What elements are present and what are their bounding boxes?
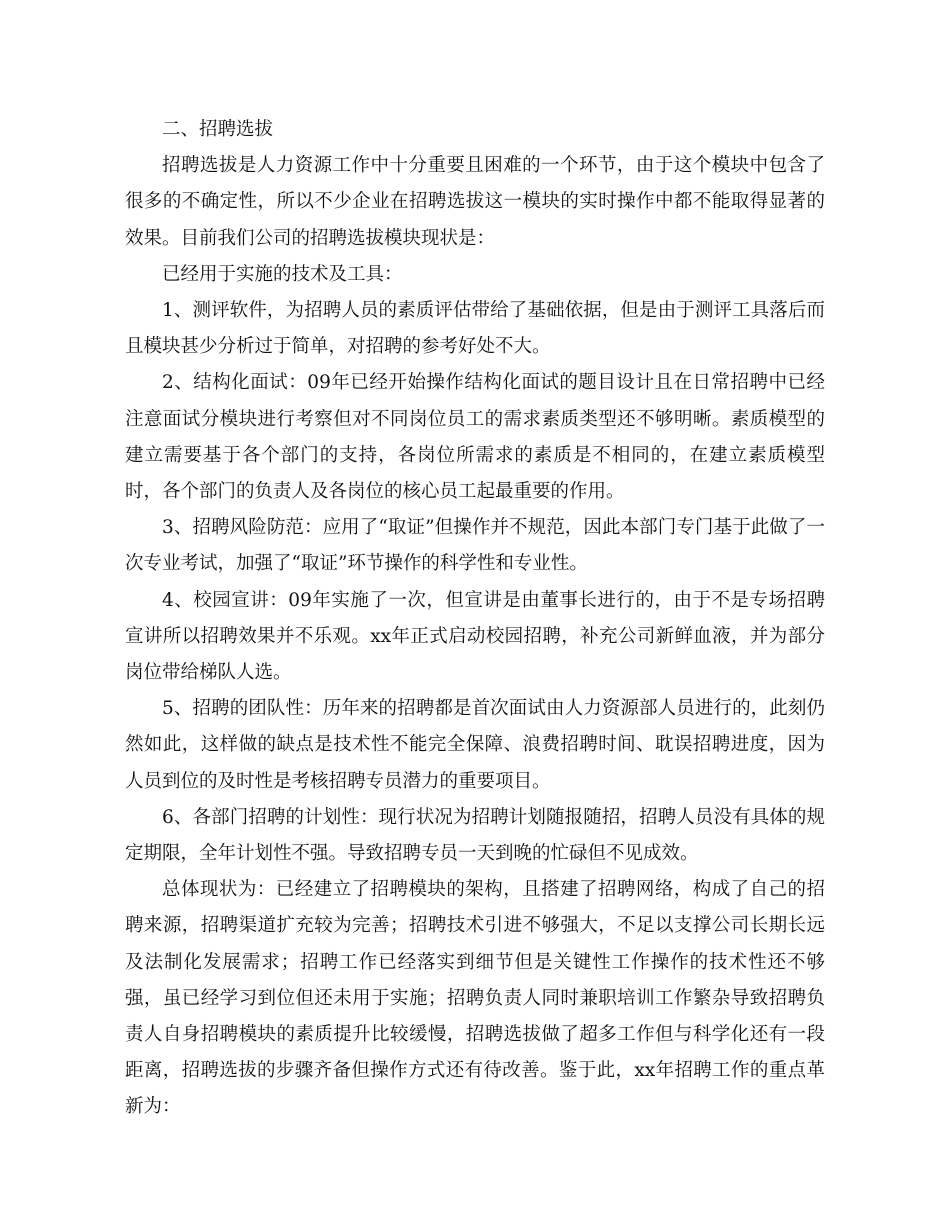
paragraph-item-1: 1、测评软件，为招聘人员的素质评估带给了基础依据，但是由于测评工具落后而且模块甚少分析过于简单，对招聘的参考好处不大。 — [125, 300, 825, 358]
paragraph-item-5: 5、招聘的团队性：历年来的招聘都是首次面试由人力资源部人员进行的，此刻仍然如此，这样做的缺点是技术性不能完全保障、浪费招聘时间、耽误招聘进度，因为人员到位的及时性是考核招聘专员潜力的重要项目。 — [125, 698, 825, 792]
paragraph-item-4: 4、校园宣讲：09年实施了一次，但宣讲是由董事长进行的，由于不是专场招聘宣讲所以招聘效果并不乐观。xx年正式启动校园招聘，补充公司新鲜血液，并为部分岗位带给梯队人选。 — [125, 589, 825, 684]
paragraph-item-2: 2、结构化面试：09年已经开始操作结构化面试的题目设计且在日常招聘中已经注意面试分模块进行考察但对不同岗位员工的需求素质类型还不够明晰。素质模型的建立需要基于各个部门的支持，各岗位所需求的素质是不相同的，在建立素质模型时，各个部门的负责人及各岗位的核心员工起最重要的作用。 — [125, 372, 825, 503]
paragraph-intro: 招聘选拔是人力资源工作中十分重要且困难的一个环节，由于这个模块中包含了很多的不确定性，所以不少企业在招聘选拔这一模块的实时操作中都不能取得显著的效果。目前我们公司的招聘选拔模块现状是： — [125, 155, 825, 249]
paragraph-tools-heading: 已经用于实施的技术及工具： — [162, 263, 403, 285]
paragraph-summary: 总体现状为：已经建立了招聘模块的架构，且搭建了招聘网络，构成了自己的招聘来源，招聘渠道扩充较为完善；招聘技术引进不够强大，不足以支撑公司长期长远及法制化发展需求；招聘工作已经落实到细节但是关键性工作操作的技术性还不够强，虽已经学习到位但还未用于实施；招聘负责人同时兼职培训工作繁杂导致招聘负责人自身招聘模块的素质提升比较缓慢，招聘选拔做了超多工作但与科学化还有一段距离，招聘选拔的步骤齐备但操作方式还有待改善。鉴于此，xx年招聘工作的重点革新为： — [125, 879, 825, 1118]
section-heading: 二、招聘选拔 — [162, 119, 274, 140]
document-page — [125, 112, 825, 1126]
paragraph-item-6: 6、各部门招聘的计划性：现行状况为招聘计划随报随招，招聘人员没有具体的规定期限，全年计划性不强。导致招聘专员一天到晚的忙碌但不见成效。 — [125, 806, 825, 865]
paragraph-item-3: 3、招聘风险防范：应用了“取证”但操作并不规范，因此本部门专门基于此做了一次专业考试，加强了“取证”环节操作的科学性和专业性。 — [125, 517, 825, 575]
